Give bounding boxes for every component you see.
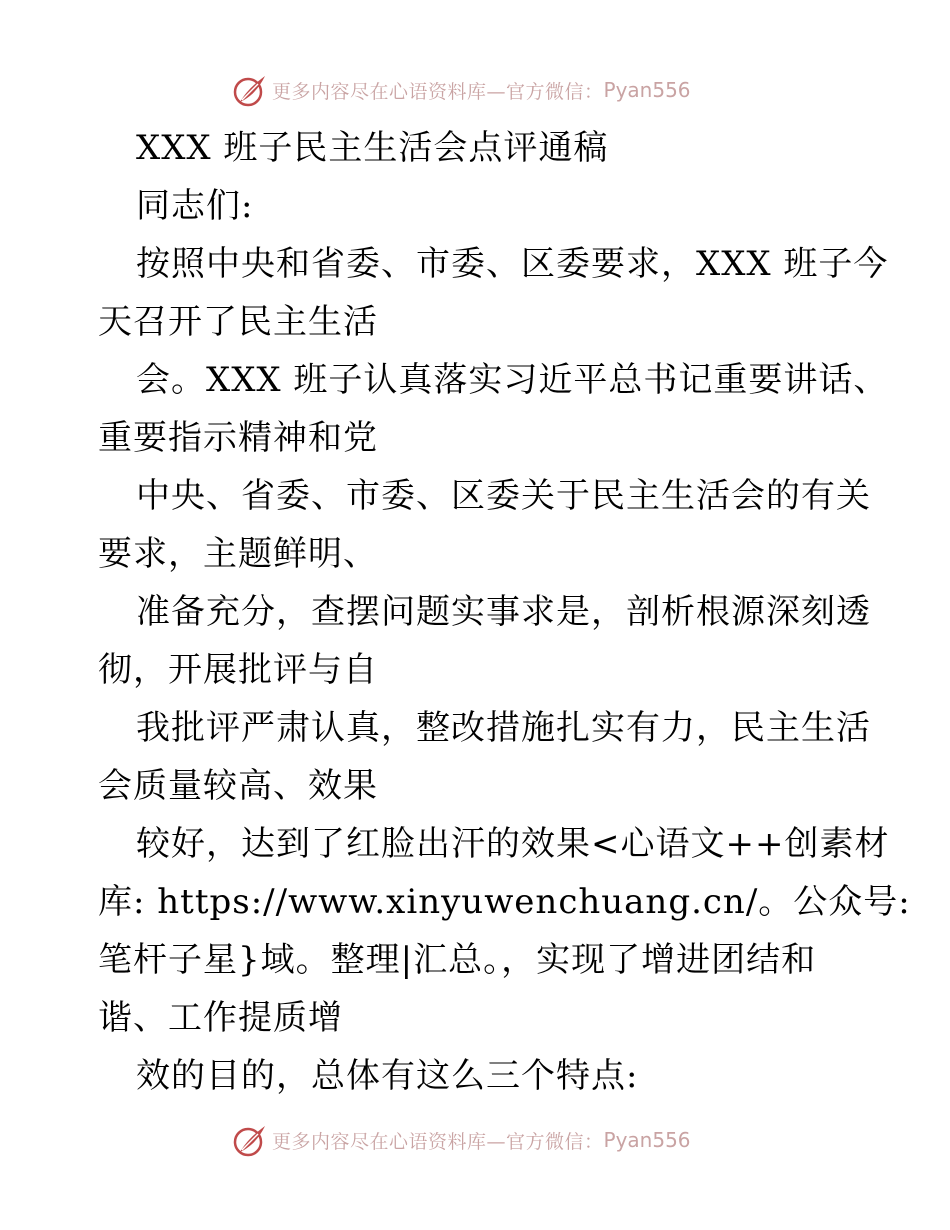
text-line: 彻，开展批评与自	[98, 650, 378, 690]
text-line: 要求，主题鲜明、	[98, 534, 378, 574]
text-line: 谐、工作提质增	[98, 998, 343, 1038]
text-line: 会质量较高、效果	[98, 766, 378, 806]
banner-wechat-id: Pyan556	[603, 78, 691, 102]
text-line: 较好，达到了红脸出汗的效果<心语文++创素材	[136, 824, 890, 864]
quill-pen-icon	[232, 1122, 268, 1158]
text-line: 会。XXX 班子认真落实习近平总书记重要讲话、	[136, 360, 889, 400]
banner-wechat-id: Pyan556	[603, 1128, 691, 1152]
text-line: 中央、省委、市委、区委关于民主生活会的有关	[136, 476, 871, 516]
header-watermark-banner	[232, 72, 691, 108]
text-line: 库: https://www.xinyuwenchuang.cn/。公众号:	[98, 882, 911, 922]
text-line: 重要指示精神和党	[98, 418, 378, 458]
text-line: 天召开了民主生活	[98, 302, 378, 342]
quill-pen-icon	[232, 72, 268, 108]
text-line: 效的目的，总体有这么三个特点:	[136, 1056, 639, 1096]
text-line: 我批评严肃认真，整改措施扎实有力，民主生活	[136, 708, 871, 748]
banner-text: 更多内容尽在心语资料库—官方微信：	[272, 1130, 604, 1153]
text-line: 笔杆子星}域。整理|汇总。，实现了增进团结和	[98, 940, 817, 980]
salutation: 同志们:	[136, 186, 254, 226]
text-line: 按照中央和省委、市委、区委要求，XXX 班子今	[136, 244, 889, 284]
text-line: 准备充分，查摆问题实事求是，剖析根源深刻透	[136, 592, 871, 632]
document-title: XXX 班子民主生活会点评通稿	[136, 128, 609, 168]
banner-text: 更多内容尽在心语资料库—官方微信：	[272, 80, 604, 103]
footer-watermark-banner	[232, 1122, 691, 1158]
